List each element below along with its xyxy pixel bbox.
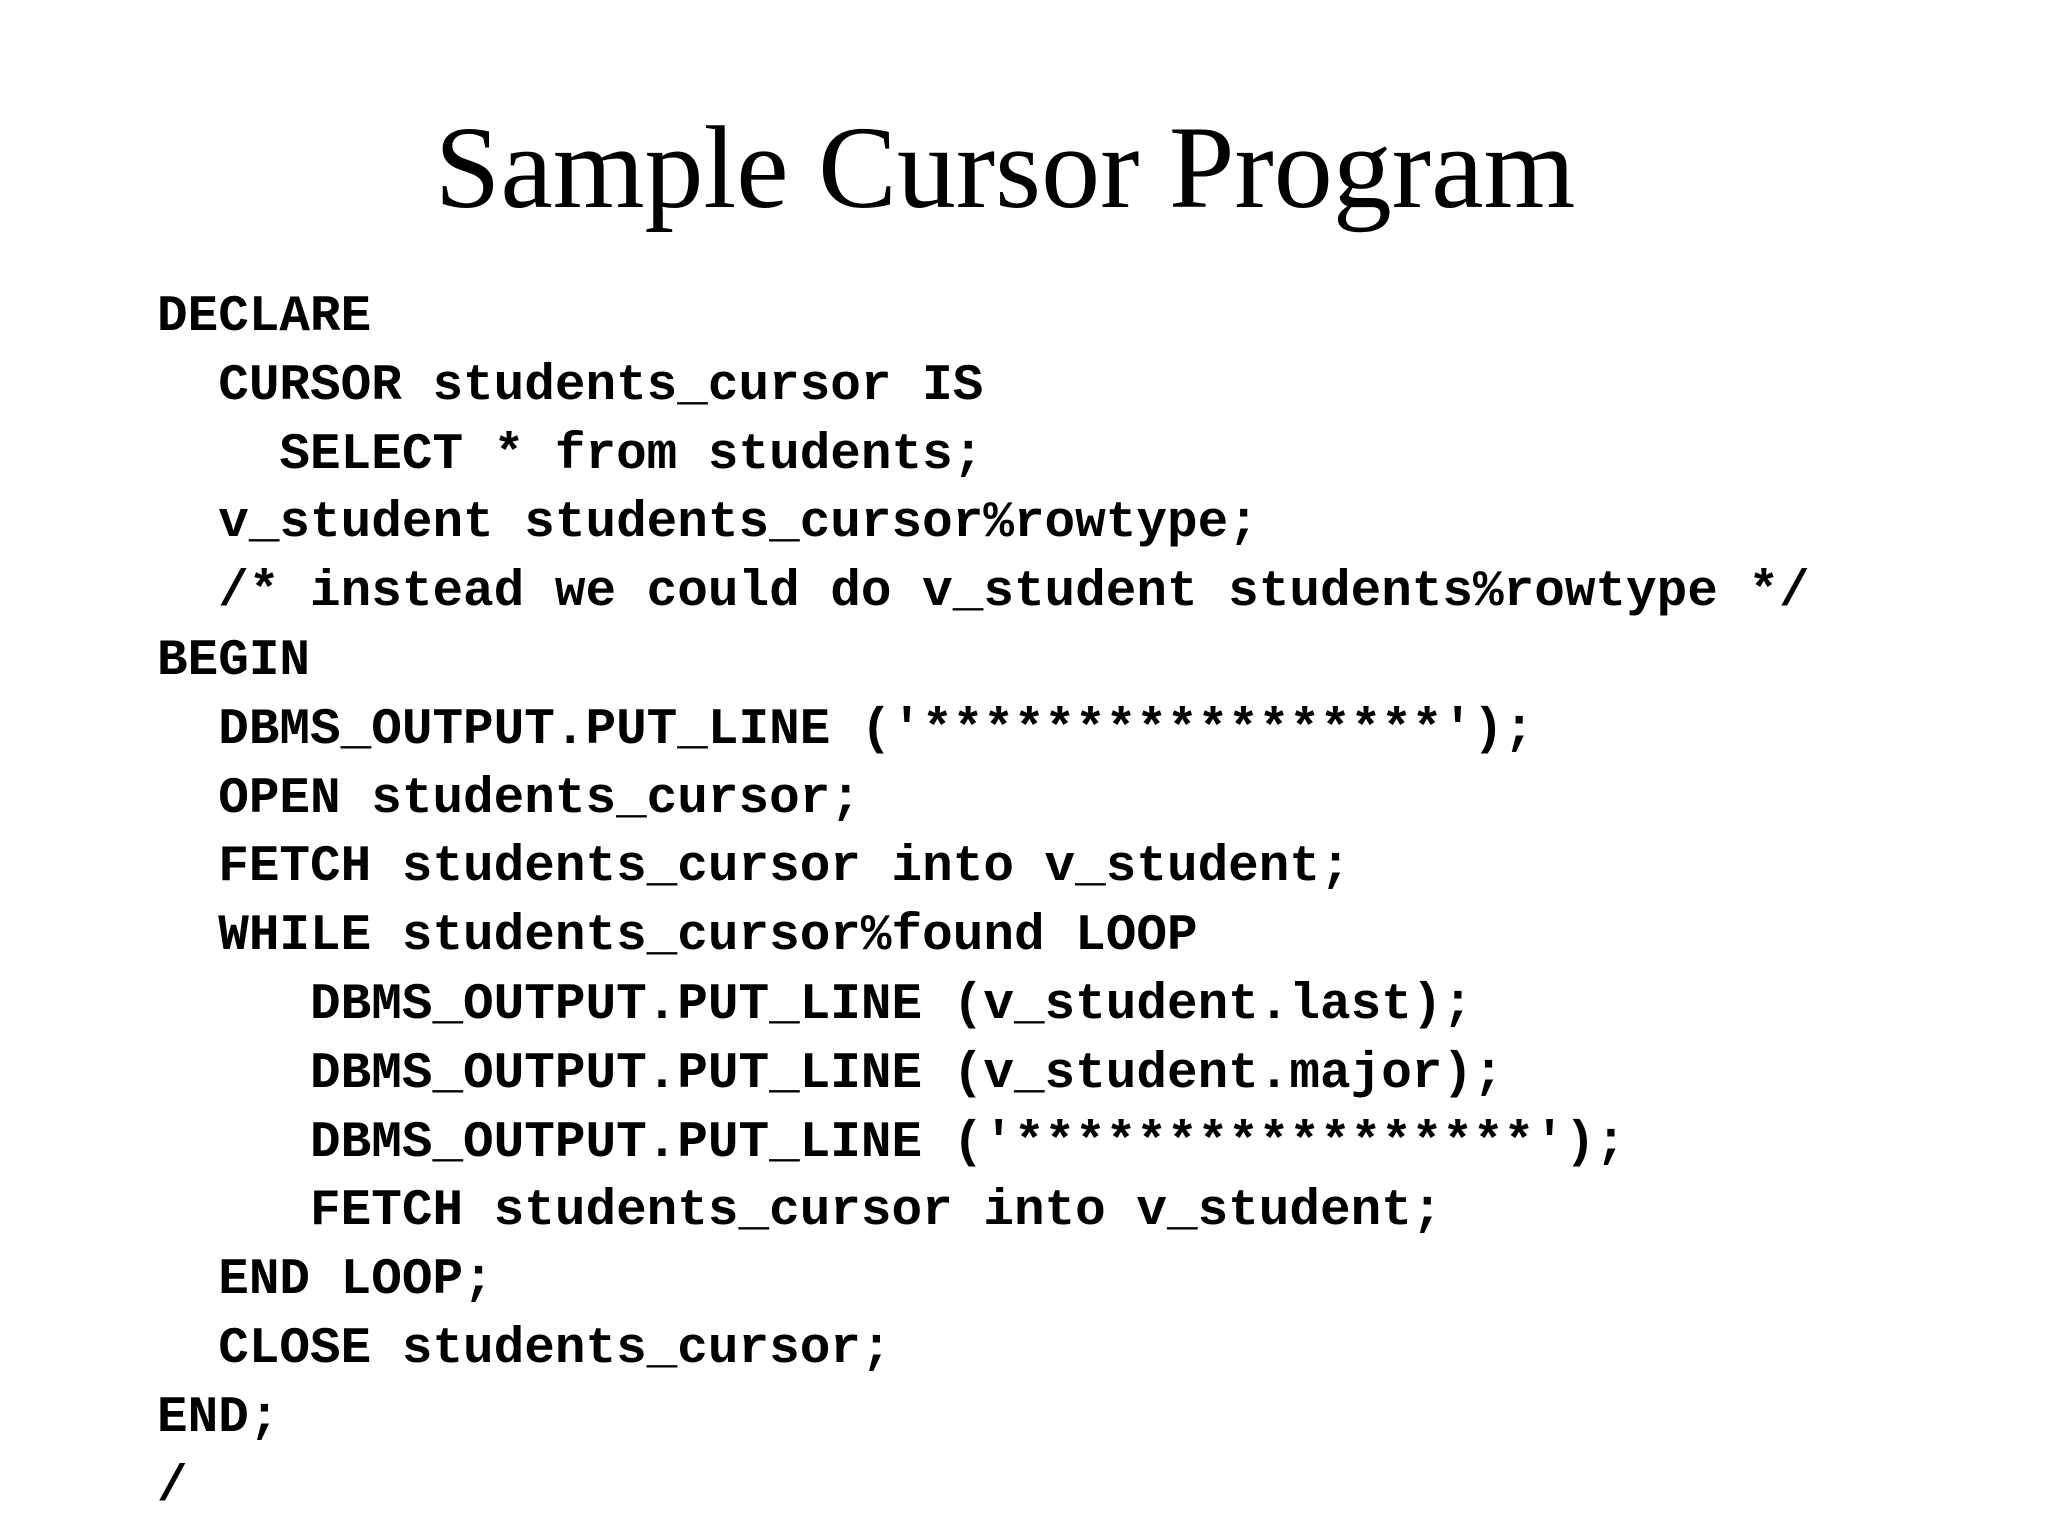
code-line: SELECT * from students; [157, 426, 984, 484]
code-line: FETCH students_cursor into v_student; [157, 839, 1351, 897]
code-line: v_student students_cursor%rowtype; [157, 495, 1259, 553]
code-line: DBMS_OUTPUT.PUT_LINE ('*****************'); [157, 1114, 1627, 1172]
code-line: WHILE students_cursor%found LOOP [157, 908, 1198, 966]
code-line: DBMS_OUTPUT.PUT_LINE ('*****************'); [157, 701, 1535, 759]
slide-title: Sample Cursor Program [434, 102, 1576, 233]
code-line: /* instead we could do v_student students%rowtype */ [157, 564, 1810, 622]
code-line: DECLARE [157, 289, 372, 346]
code-line: END; [157, 1389, 280, 1447]
code-line: END LOOP; [157, 1252, 494, 1310]
code-line: CURSOR students_cursor IS [157, 357, 984, 415]
code-line: CLOSE students_cursor; [157, 1320, 892, 1378]
code-line: FETCH students_cursor into v_student; [157, 1183, 1443, 1241]
code-line: / [157, 1458, 188, 1516]
code-line: DBMS_OUTPUT.PUT_LINE (v_student.major); [157, 1045, 1504, 1103]
code-line: BEGIN [157, 632, 311, 690]
code-line: DBMS_OUTPUT.PUT_LINE (v_student.last); [157, 976, 1474, 1034]
code-block [157, 284, 1810, 1522]
code-line: OPEN students_cursor; [157, 770, 861, 828]
